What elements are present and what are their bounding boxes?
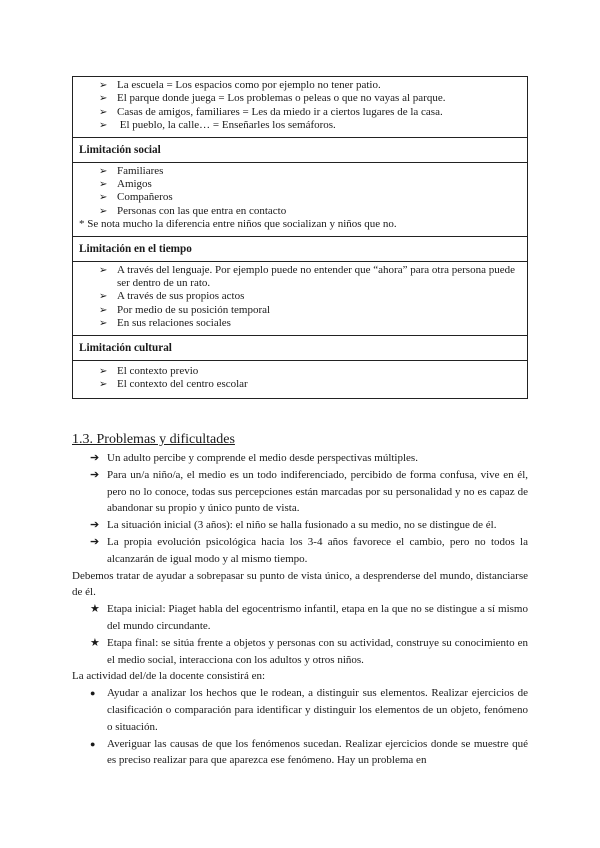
star-bullet-icon: ★: [90, 603, 100, 616]
arrow-bullet-icon: ➔: [90, 519, 100, 532]
list-item: ➢ Compañeros: [99, 191, 173, 204]
social-note: * Se nota mucho la diferencia entre niños que socializan y niños que no.: [79, 218, 397, 231]
list-item: ➢ La escuela = Los espacios como por ejemplo no tener patio.: [99, 79, 381, 91]
cultural-list: [77, 365, 523, 392]
arrowhead-bullet-icon: ➢: [99, 365, 108, 377]
star-list: [72, 601, 528, 668]
list-item: ● Averiguar las causas de que los fenómenos sucedan. Realizar ejercicios donde se muestre qué es preciso realizar para que aparezca ese fenómeno. Hay un problema en: [90, 737, 528, 767]
places-list: [77, 79, 523, 133]
dot-list: [72, 685, 528, 769]
table-cell-cultural: [73, 360, 528, 398]
list-item: ➔ La situación inicial (3 años): el niño se halla fusionado a su medio, no se distingue de él.: [90, 517, 528, 534]
time-list: [77, 264, 523, 331]
section-title: 1.3. Problemas y dificultades: [72, 432, 235, 447]
arrowhead-bullet-icon: ➢: [99, 192, 108, 204]
arrowhead-bullet-icon: ➢: [99, 106, 108, 118]
arrowhead-bullet-icon: ➢: [99, 80, 108, 91]
list-item: ➢ En sus relaciones sociales: [99, 317, 231, 330]
arrowhead-bullet-icon: ➢: [99, 165, 108, 177]
paragraph: La actividad del/de la docente consistirá en:: [72, 670, 266, 683]
star-bullet-icon: ★: [90, 636, 100, 649]
social-list: [77, 165, 523, 219]
table-cell-places: [73, 77, 528, 138]
arrow-list: [72, 450, 528, 568]
list-item: ➢ A través de sus propios actos: [99, 290, 245, 303]
list-item: ➢ Casas de amigos, familiares = Les da miedo ir a ciertos lugares de la casa.: [99, 105, 443, 118]
list-item: ➢ Familiares: [99, 164, 164, 177]
problems-section: [72, 432, 528, 769]
time-limitation-heading: Limitación en el tiempo: [73, 236, 528, 261]
limitations-table: [72, 76, 528, 399]
list-item: ★ Etapa final: se sitúa frente a objetos y personas con su actividad, construye su conocimiento en el medio social, interacciona con los adultos y otros niños.: [90, 636, 528, 666]
list-item: ➢ A través del lenguaje. Por ejemplo puede no entender que “ahora” para otra persona puede ser dentro de un rato.: [99, 263, 515, 290]
list-item: ★ Etapa inicial: Piaget habla del egocentrismo infantil, etapa en la que no se distingue a sí mismo del mundo circundante.: [90, 603, 528, 632]
list-item: ➔ Un adulto percibe y comprende el medio desde perspectivas múltiples.: [90, 450, 528, 467]
dot-bullet-icon: ●: [90, 738, 96, 749]
arrow-bullet-icon: ➔: [90, 452, 100, 464]
arrowhead-bullet-icon: ➢: [99, 304, 108, 316]
list-item: ➢ Por medio de su posición temporal: [99, 303, 271, 316]
table-cell-time: [73, 261, 528, 335]
arrowhead-bullet-icon: ➢: [99, 264, 108, 276]
list-item: ➢ El parque donde juega = Los problemas o peleas o que no vayas al parque.: [99, 92, 446, 105]
list-item: ➢ El contexto del centro escolar: [99, 378, 248, 391]
arrowhead-bullet-icon: ➢: [99, 93, 108, 105]
arrowhead-bullet-icon: ➢: [99, 318, 108, 330]
table-cell-social: [73, 162, 528, 236]
arrowhead-bullet-icon: ➢: [99, 291, 108, 303]
list-item: ➢ Personas con las que entra en contacto: [99, 204, 287, 217]
cultural-limitation-heading: Limitación cultural: [73, 335, 528, 360]
arrowhead-bullet-icon: ➢: [99, 179, 108, 191]
list-item: ➔ La propia evolución psicológica hacia los 3-4 años favorece el cambio, pero no todos la alcanzarán de igual modo y al mismo tiempo.: [90, 535, 528, 565]
list-item: ➢ El contexto previo: [99, 364, 199, 377]
dot-bullet-icon: ●: [90, 688, 96, 699]
arrow-bullet-icon: ➔: [90, 468, 100, 481]
list-item: ● Ayudar a analizar los hechos que le rodean, a distinguir sus elementos. Realizar ejercicios de clasificación o comparación para identificar y distinguir los elementos de un objeto, fenómeno o situación.: [90, 687, 528, 733]
arrow-bullet-icon: ➔: [90, 535, 100, 548]
arrowhead-bullet-icon: ➢: [99, 120, 108, 132]
social-limitation-heading: Limitación social: [73, 137, 528, 162]
list-item: ➢ El pueblo, la calle… = Enseñarles los semáforos.: [99, 119, 336, 132]
paragraph: Debemos tratar de ayudar a sobrepasar su punto de vista único, a desprenderse del mundo, distanciarse de él.: [72, 569, 528, 599]
arrowhead-bullet-icon: ➢: [99, 379, 108, 391]
arrowhead-bullet-icon: ➢: [99, 205, 108, 217]
list-item: ➢ Amigos: [99, 178, 152, 191]
list-item: ➔ Para un/a niño/a, el medio es un todo indiferenciado, percibido de forma confusa, vive en él, pero no lo conoce, todas sus percepciones están marcadas por su personalidad y no es capaz de abandonar su propio y único punto de vista.: [90, 468, 528, 515]
